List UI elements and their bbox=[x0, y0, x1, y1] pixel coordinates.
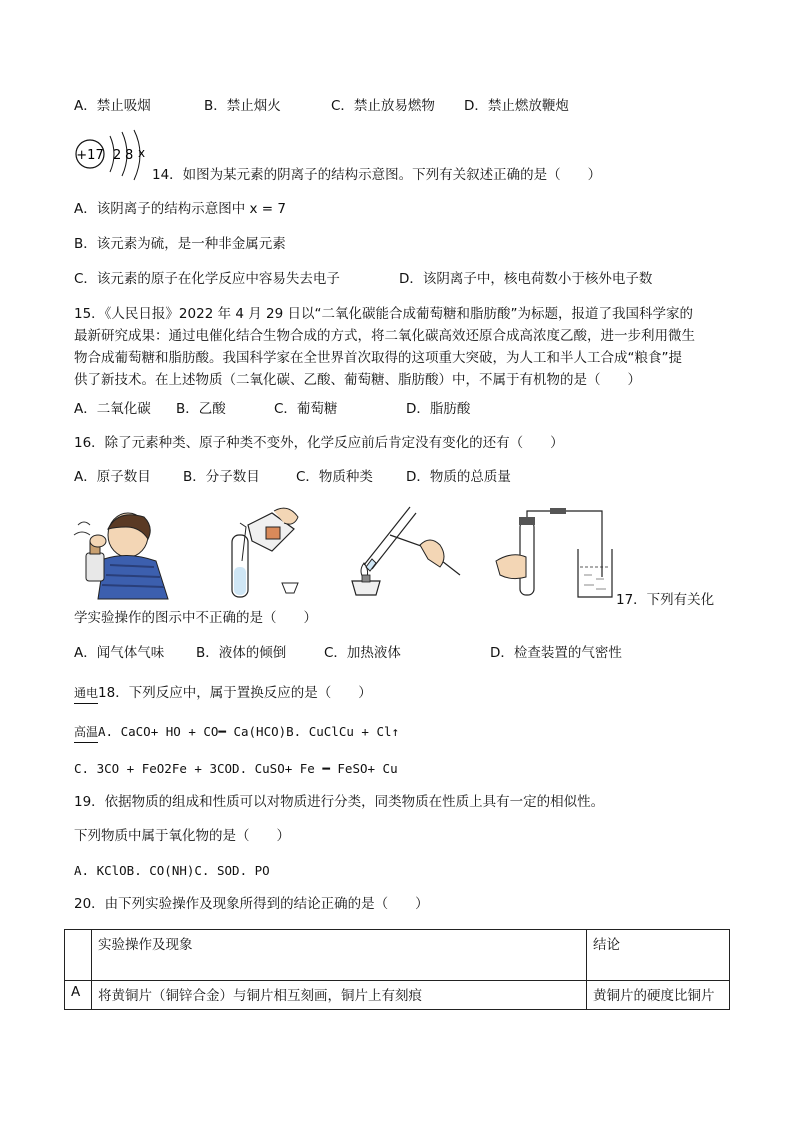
q15-stem bbox=[74, 303, 724, 391]
q13-option-a: A．禁止吸烟 bbox=[74, 98, 151, 114]
shell-1-electrons: 2 bbox=[113, 148, 122, 163]
table-cell: 将黄铜片（铜锌合金）与铜片相互刻画，铜片上有刻痕 bbox=[92, 981, 587, 1010]
q15-option-c: C．葡萄糖 bbox=[274, 401, 338, 417]
check-airtightness-illustration bbox=[492, 505, 616, 603]
q17-option-c: C．加热液体 bbox=[324, 645, 401, 661]
heat-liquid-illustration bbox=[344, 505, 468, 599]
q16-option-a: A．原子数目 bbox=[74, 469, 151, 485]
pour-liquid-illustration bbox=[202, 505, 306, 599]
q19-stem-2: 下列物质中属于氧化物的是（ ） bbox=[74, 828, 290, 844]
q13-option-d: D．禁止燃放鞭炮 bbox=[464, 98, 569, 114]
q20-stem: 20．由下列实验操作及现象所得到的结论正确的是（ ） bbox=[74, 896, 429, 912]
q15-option-d: D．脂肪酸 bbox=[406, 401, 471, 417]
q18-line bbox=[74, 684, 372, 702]
q17-option-b: B．液体的倾倒 bbox=[196, 645, 287, 661]
q14-option-a: A．该阴离子的结构示意图中 x = 7 bbox=[74, 201, 286, 217]
q17-stem-tail: 17．下列有关化 bbox=[616, 592, 715, 608]
q15-option-a: A．二氧化碳 bbox=[74, 401, 151, 417]
q18-options-cd: C. 3CO + FeO2Fe + 3COD. CuSO+ Fe ━ FeSO+ Cu bbox=[74, 761, 398, 776]
q13-option-c: C．禁止放易燃物 bbox=[331, 98, 435, 114]
atom-structure-diagram bbox=[74, 128, 154, 184]
q19-stem-1: 19．依据物质的组成和性质可以对物质进行分类，同类物质在性质上具有一定的相似性。 bbox=[74, 794, 605, 810]
q18-options-ab: A. CaCO+ HO + CO━ Ca(HCO)B. CuClCu + Cl↑ bbox=[98, 724, 400, 739]
q18-condition-electrolysis: 通电 bbox=[74, 686, 99, 700]
smell-gas-illustration bbox=[70, 505, 174, 599]
q15-line-2: 最新研究成果：通过电催化结合生物合成的方式，将二氧化碳高效还原合成高浓度乙酸，进一步利用微生 bbox=[74, 328, 695, 344]
table-cell: 黄铜片的硬度比铜片 bbox=[587, 981, 730, 1010]
q14-option-c: C．该元素的原子在化学反应中容易失去电子 bbox=[74, 271, 340, 287]
q17-option-a: A．闻气体气味 bbox=[74, 645, 165, 661]
shell-3-electrons: x bbox=[138, 146, 146, 160]
shell-2-electrons: 8 bbox=[125, 148, 134, 163]
q19-options: A. KClOB. CO(NH)C. SOD. PO bbox=[74, 863, 270, 878]
q16-option-c: C．物质种类 bbox=[296, 469, 373, 485]
q18-stem: 18．下列反应中，属于置换反应的是（ ） bbox=[98, 685, 372, 701]
q16-stem: 16．除了元素种类、原子种类不变外，化学反应前后肯定没有变化的还有（ ） bbox=[74, 435, 564, 451]
table-header-row bbox=[65, 930, 730, 981]
q15-line-3: 物合成葡萄糖和脂肪酸。我国科学家在全世界首次取得的这项重大突破，为人工和半人工合成“粮食”提 bbox=[74, 350, 682, 366]
q18-condition-high-temp: 高温 bbox=[74, 725, 99, 739]
table-row bbox=[65, 981, 730, 1010]
q14-option-b: B．该元素为硫，是一种非金属元素 bbox=[74, 236, 286, 252]
q15-line-1: 15．《人民日报》2022 年 4 月 29 日以“二氧化碳能合成葡萄糖和脂肪酸”为标题，报道了我国科学家的 bbox=[74, 306, 693, 322]
q16-option-b: B．分子数目 bbox=[183, 469, 260, 485]
table-header-cell: 实验操作及现象 bbox=[92, 930, 587, 981]
q15-line-4: 供了新技术。在上述物质（二氧化碳、乙酸、葡萄糖、脂肪酸）中，不属于有机物的是（ ） bbox=[74, 372, 641, 388]
q13-option-b: B．禁止烟火 bbox=[204, 98, 281, 114]
q14-option-d: D．该阴离子中，核电荷数小于核外电子数 bbox=[399, 271, 653, 287]
q15-option-b: B．乙酸 bbox=[176, 401, 226, 417]
nucleus-charge: +17 bbox=[76, 148, 104, 163]
q17-option-d: D．检查装置的气密性 bbox=[490, 645, 622, 661]
q14-stem: 14．如图为某元素的阴离子的结构示意图。下列有关叙述正确的是（ ） bbox=[152, 167, 602, 183]
table-header-cell bbox=[65, 930, 92, 981]
q18-options-ab-line bbox=[74, 723, 399, 741]
q16-option-d: D．物质的总质量 bbox=[406, 469, 511, 485]
table-header-cell: 结论 bbox=[587, 930, 730, 981]
table-cell: A bbox=[65, 981, 92, 1010]
q20-experiment-table bbox=[64, 929, 730, 1010]
q17-stem-line-2: 学实验操作的图示中不正确的是（ ） bbox=[74, 610, 317, 626]
